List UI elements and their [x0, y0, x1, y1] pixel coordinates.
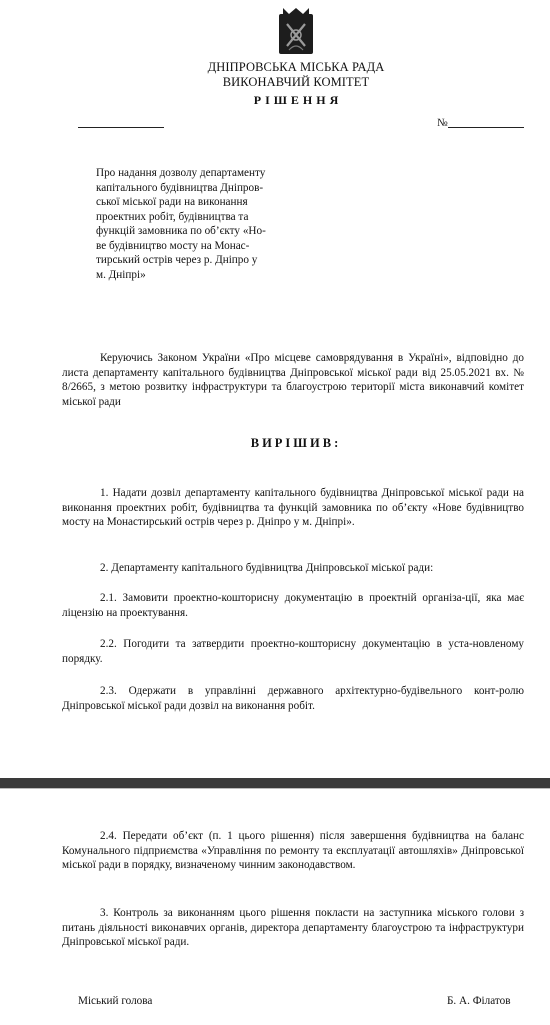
number-line	[448, 127, 524, 128]
item-2-2: 2.2. Погодити та затвердити проектно-кошторисну документацію в уста-новленому порядку.	[62, 638, 524, 665]
document-page-2	[0, 788, 550, 1025]
subject-block	[96, 166, 286, 282]
item-2-3: 2.3. Одержати в управлінні державного архітектурно-будівельного конт-ролю Дніпровської міської ради дозвіл на виконання робіт.	[62, 685, 524, 712]
coat-of-arms-icon	[277, 6, 315, 56]
subject-line: тирський острів через р. Дніпро у	[96, 254, 258, 266]
subject-line: м. Дніпрі»	[96, 268, 146, 281]
item-1: 1. Надати дозвіл департаменту капітального будівництва Дніпровської міської ради на виконання проектних робіт, будівництва та функцій замовника по об’єкту «Нове будівництво мосту на Монастирський острів через р. Дніпро у м. Дніпрі».	[62, 487, 524, 528]
subject-line: ської міської ради на виконання	[96, 196, 248, 208]
item-3: 3. Контроль за виконанням цього рішення покласти на заступника міського голови з питань діяльності виконавчих органів, директора департаменту благоустрою та інфраструктури Дніпровської міської ради.	[62, 907, 524, 948]
document-type: РІШЕННЯ	[253, 93, 343, 107]
subject-line: капітального будівництва Дніпров-	[96, 181, 264, 194]
signature-name: Б. А. Філатов	[447, 995, 511, 1007]
item-2: 2. Департаменту капітального будівництва Дніпровської міської ради:	[100, 562, 434, 574]
subject-line: функцій замовника по об’єкту «Но-	[96, 225, 266, 237]
preamble-paragraph: Керуючись Законом України «Про місцеве самоврядування в Україні», відповідно до листа департаменту капітального будівництва Дніпровської міської ради від 25.05.2021 вх. № 8/2665, з метою розвитку інфраструктури та благоустрою території міста виконавчий комітет міської ради	[62, 352, 524, 408]
council-name: ДНІПРОВСЬКА МІСЬКА РАДА	[207, 60, 385, 74]
committee-name: ВИКОНАВЧИЙ КОМІТЕТ	[222, 75, 370, 89]
signature-role: Міський голова	[78, 995, 153, 1007]
subject-line: ве будівництво мосту на Монас-	[96, 239, 250, 252]
item-2-1: 2.1. Замовити проектно-кошторисну документацію в проектній організа-ції, яка має ліцензію на проектування.	[62, 592, 524, 619]
number-prefix: №	[437, 117, 448, 129]
date-line	[78, 127, 164, 128]
subject-line: проектних робіт, будівництва та	[96, 210, 249, 223]
subject-line: Про надання дозволу департаменту	[96, 167, 266, 179]
item-2-4: 2.4. Передати об’єкт (п. 1 цього рішення) після завершення будівництва на баланс Комунального підприємства «Управління по ремонту та експлуатації автошляхів» Дніпровської міської ради в порядку, визначеному чинним законодавством.	[62, 830, 524, 871]
resolved-heading: ВИРІШИВ:	[250, 436, 342, 450]
